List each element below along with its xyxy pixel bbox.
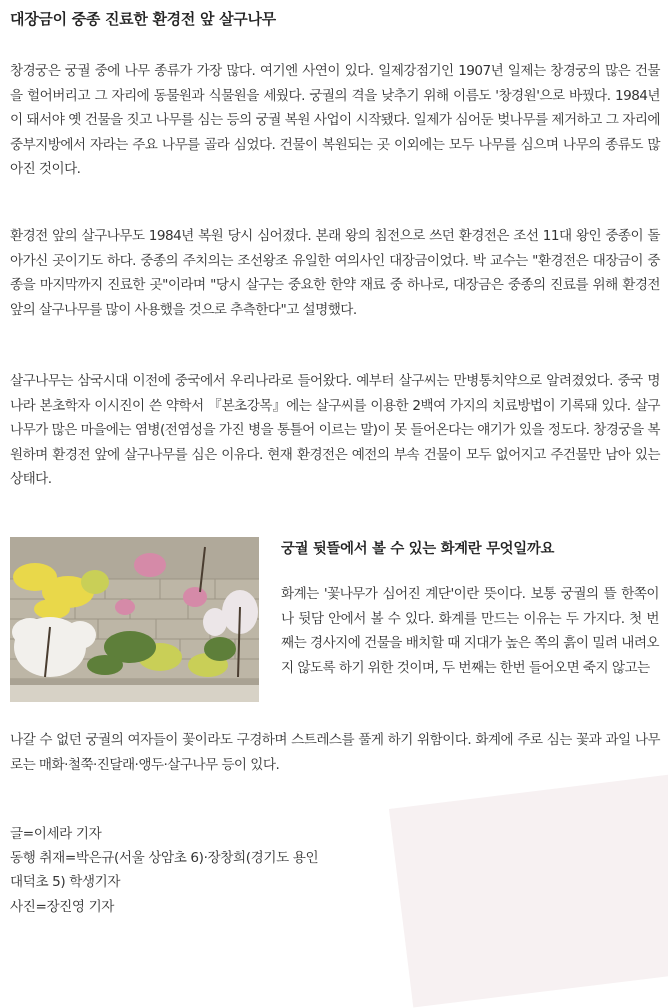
article-paragraph-1: 창경궁은 궁궐 중에 나무 종류가 가장 많다. 여기엔 사연이 있다. 일제강점기인 1907년 일제는 창경궁의 많은 건물을 헐어버리고 그 자리에 동물원과 식물원을 세웠다. 궁궐의 격을 낮추기 위해 이름도 '창경원'으로 바꿨다. 1984년이 돼서야 옛 건물을 짓고 나무를 심는 등의 궁궐 복원 사업이 시작됐다. 일제가 심어둔 벚나무를 제거하고 그 자리에 중부지방에서 자라는 주요 나무를 골라 심었다. 건물이 복원되는 곳 이외에는 모두 나무를 심으며 나무의 종류도 많아진 것이다. <box>10 63 660 177</box>
article-title: 대장금이 중종 진료한 환경전 앞 살구나무 <box>10 10 276 28</box>
article-paragraph-2: 환경전 앞의 살구나무도 1984년 복원 당시 심어졌다. 본래 왕의 침전으로 쓰던 환경전은 조선 11대 왕인 중종이 돌아가신 곳이기도 하다. 중종의 주치의는 조선왕조 유일한 여의사인 대장금이었다. 박 교수는 "환경전은 대장금이 중종을 마지막까지 진료한 곳"이라며 "당시 살구는 중요한 한약 재료 중 하나로, 대장금은 중종의 진료를 위해 환경전 앞의 살구나무를 많이 사용했을 것으로 추측한다"고 설명했다. <box>10 228 660 318</box>
credit-photographer: 사진=장진영 기자 <box>10 898 115 915</box>
corner-shade-decoration <box>389 772 668 1007</box>
sidebar-title: 궁궐 뒷뜰에서 볼 수 있는 화계란 무엇일까요 <box>281 541 555 557</box>
sidebar-paragraph-continued: 나갈 수 없던 궁궐의 여자들이 꽃이라도 구경하며 스트레스를 풀게 하기 위함이다. 화계에 주로 심는 꽃과 과일 나무로는 매화·철쭉·진달래·앵두·살구나무 등이 있다. <box>10 732 660 773</box>
flower-terrace-photo <box>10 537 259 702</box>
credit-reporters-line-1: 동행 취재=박은규(서울 상암초 6)·장창희(경기도 용인 <box>10 850 319 867</box>
sidebar-paragraph: 화계는 '꽃나무가 심어진 계단'이란 뜻이다. 보통 궁궐의 뜰 한쪽이나 뒷담 안에서 볼 수 있다. 화계를 만드는 이유는 두 가지다. 첫 번째는 경사지에 건물을 배치할 때 지대가 높은 쪽의 흙이 밀려 내려오지 않도록 하기 위한 것이며, 두 번째는 한번 들어오면 죽지 않고는 <box>281 586 659 676</box>
credit-reporters-line-2: 대덕초 5) 학생기자 <box>10 874 121 891</box>
credit-writer: 글=이세라 기자 <box>10 826 102 842</box>
article-paragraph-3: 살구나무는 삼국시대 이전에 중국에서 우리나라로 들어왔다. 예부터 살구씨는 만병통치약으로 알려졌었다. 중국 명나라 본초학자 이시진이 쓴 약학서 『본초강목』에는 살구씨를 이용한 2백여 가지의 치료방법이 기록돼 있다. 살구나무가 많은 마을에는 염병(전염성을 가진 병을 통틀어 이르는 말)이 못 들어온다는 얘기가 있을 정도다. 창경궁을 복원하며 환경전 앞에 살구나무를 심은 이유다. 현재 환경전은 예전의 부속 건물이 모두 없어지고 주건물만 남아 있는 상태다. <box>10 373 660 487</box>
credits <box>10 822 318 919</box>
